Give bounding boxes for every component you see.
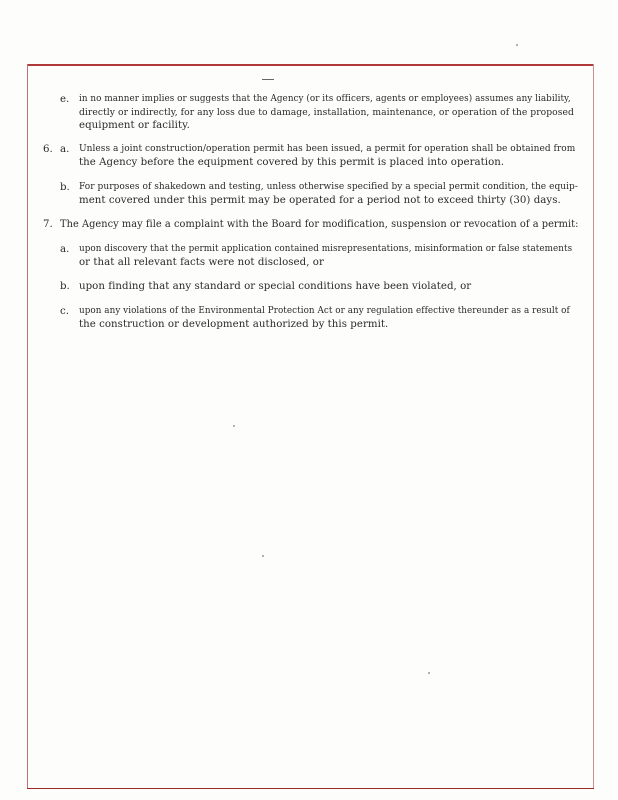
item-e-line-1: in no manner implies or suggests that the Agency (or its officers, agents or employees) assumes any liability, <box>79 94 571 104</box>
item-number: 6. <box>43 144 53 155</box>
scan-speck <box>428 672 430 674</box>
item-7a-line-2: or that all relevant facts were not disclosed, or <box>79 257 324 268</box>
item-label: c. <box>60 306 69 317</box>
item-6a-line-1: Unless a joint construction/operation permit has been issued, a permit for operation shall be obtained from <box>79 144 576 154</box>
item-number: 7. <box>43 219 53 230</box>
page-border-left <box>27 64 28 788</box>
page-border-top <box>27 64 594 66</box>
header-dash <box>262 79 274 80</box>
item-label: b. <box>60 182 70 193</box>
item-7c-line-2: the construction or development authorized by this permit. <box>79 319 389 330</box>
item-7c-line-1: upon any violations of the Environmental Protection Act or any regulation effective thereunder as a result of <box>79 306 570 316</box>
item-e-line-2: directly or indirectly, for any loss due to damage, installation, maintenance, or operation of the proposed <box>79 107 574 118</box>
item-7b-line-1: upon finding that any standard or special conditions have been violated, or <box>79 281 472 292</box>
item-label: a. <box>60 144 70 155</box>
item-e-line-3: equipment or facility. <box>79 120 190 131</box>
scan-speck <box>262 555 264 557</box>
item-6a-line-2: the Agency before the equipment covered by this permit is placed into operation. <box>79 157 505 168</box>
item-6b-line-1: For purposes of shakedown and testing, unless otherwise specified by a special permit condition, the equip- <box>79 182 578 192</box>
page-border-bottom <box>27 788 594 789</box>
item-label: b. <box>60 281 70 292</box>
item-7-line-1: The Agency may file a complaint with the Board for modification, suspension or revocation of a permit: <box>60 219 579 230</box>
item-6b-line-2: ment covered under this permit may be operated for a period not to exceed thirty (30) days. <box>79 195 561 206</box>
item-label: e. <box>60 94 70 105</box>
scan-speck <box>516 44 518 46</box>
item-label: a. <box>60 244 70 255</box>
item-7a-line-1: upon discovery that the permit application contained misrepresentations, misinformation or false statements <box>79 244 573 254</box>
page-border-right <box>593 64 594 788</box>
scan-speck <box>233 425 235 427</box>
